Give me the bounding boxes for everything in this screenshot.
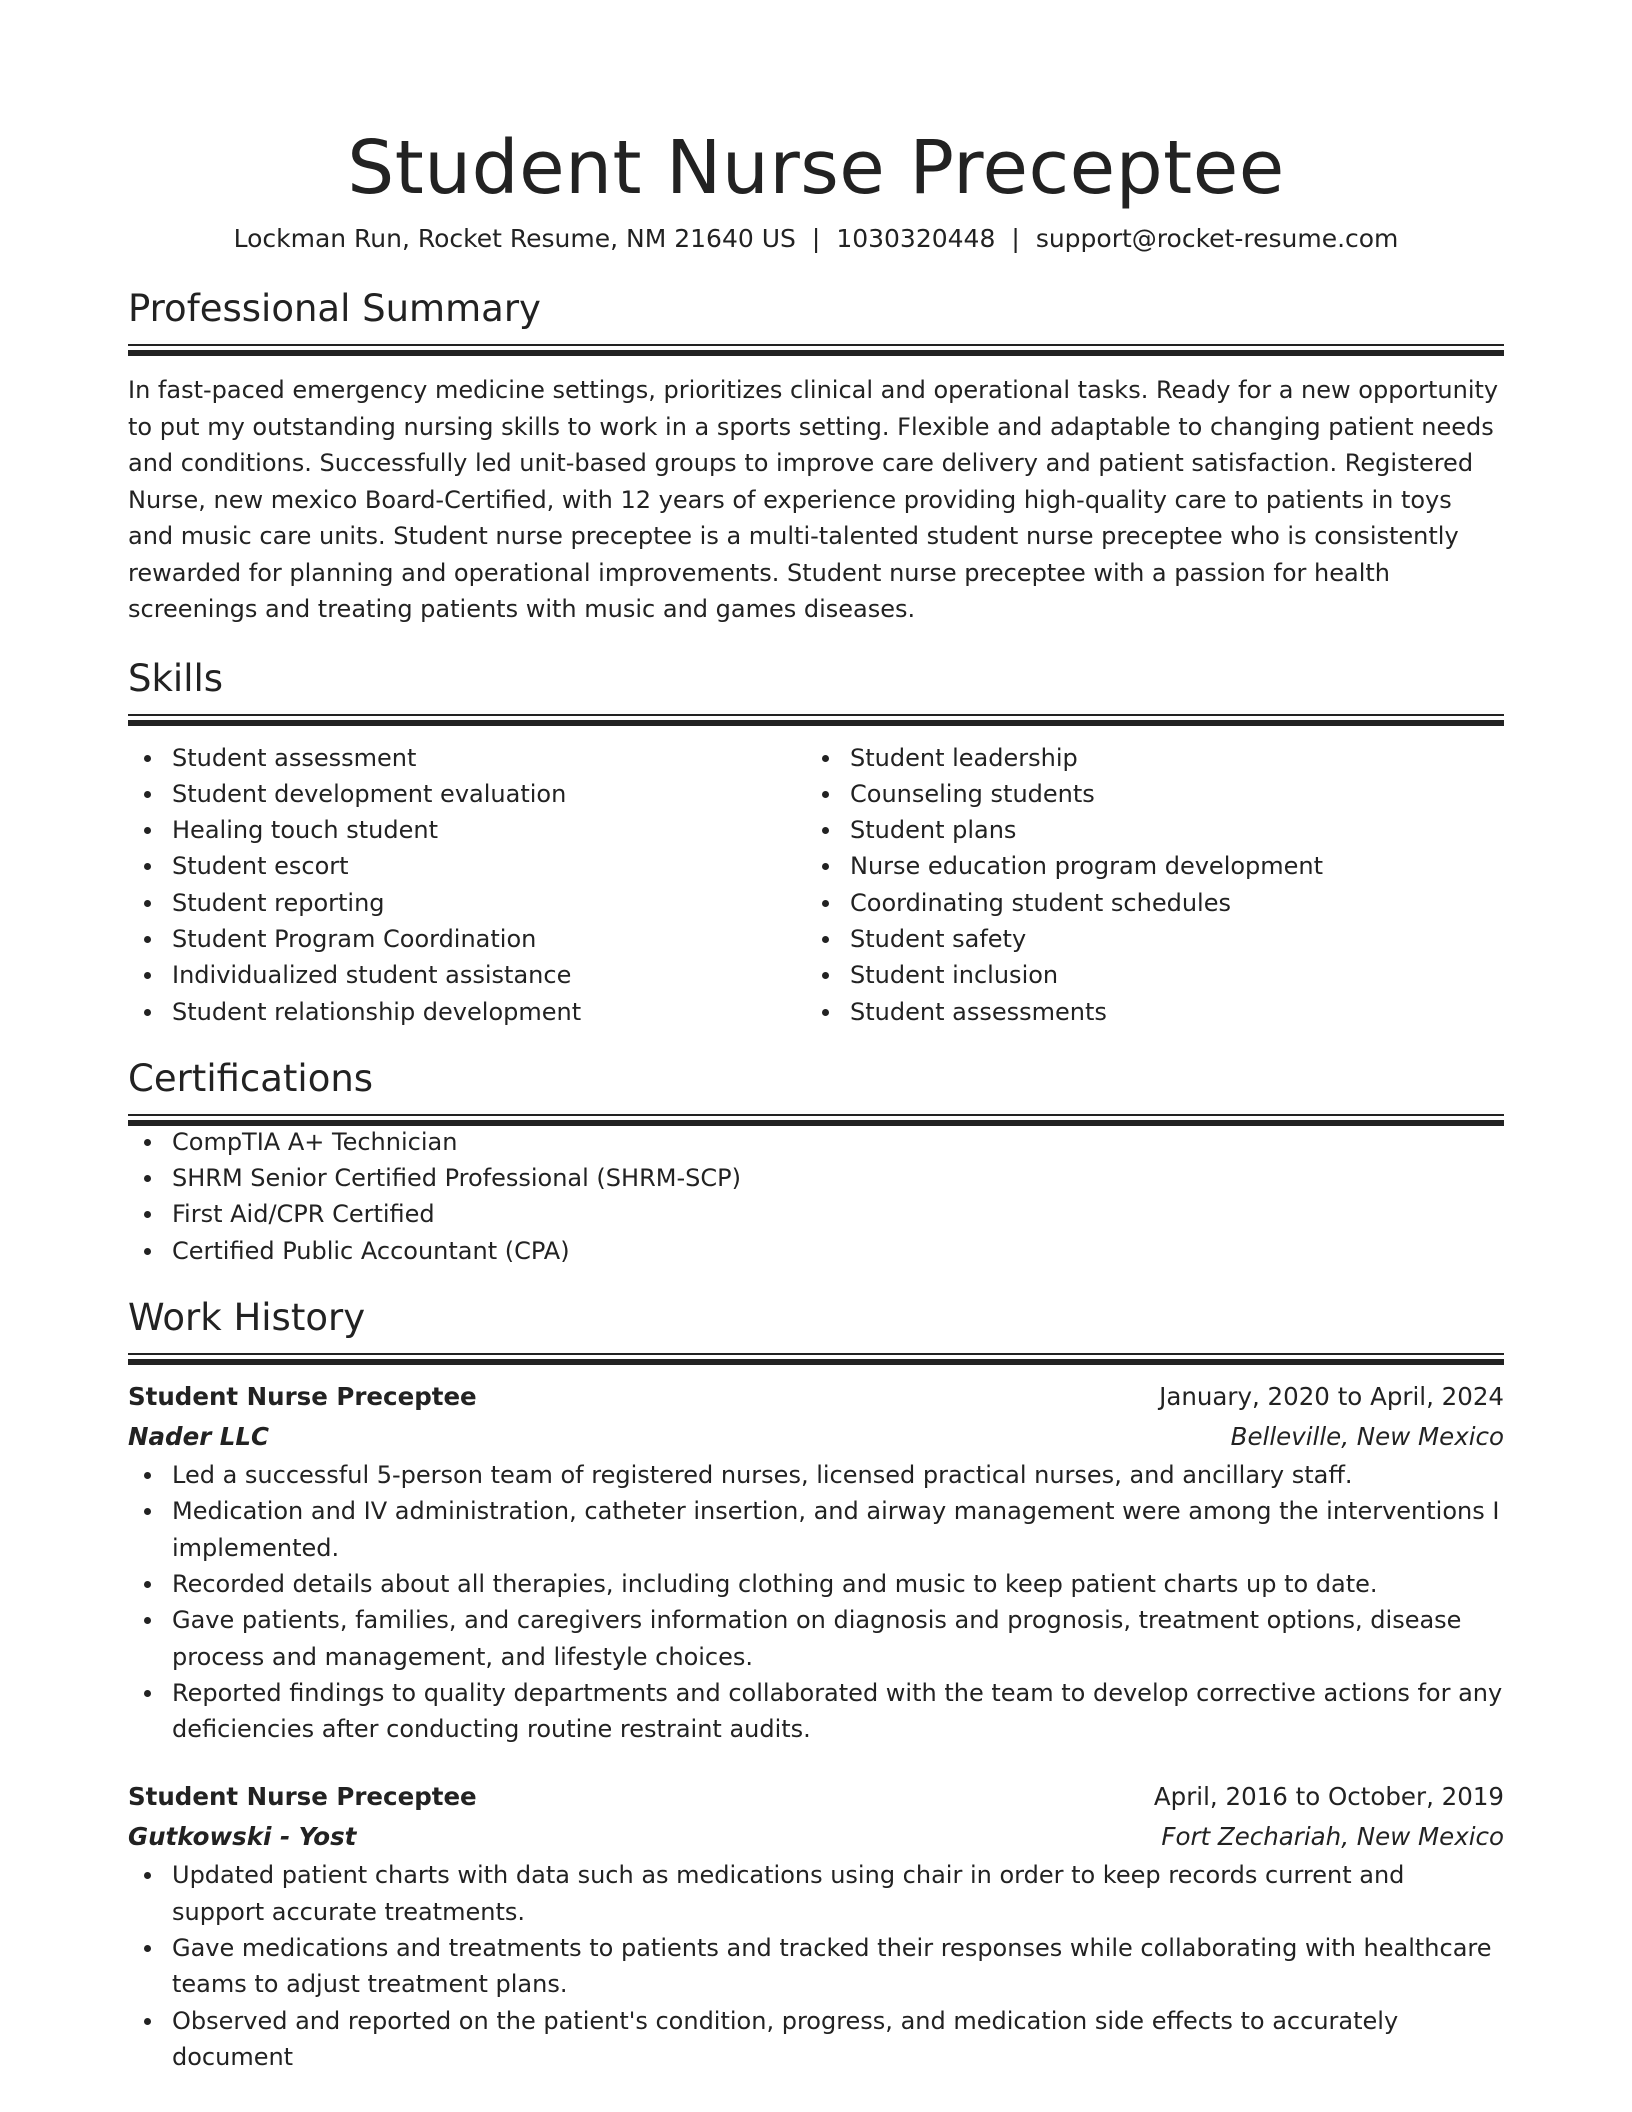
certifications-heading: Certifications <box>128 1056 374 1100</box>
job-bullet: Medication and IV administration, catheter insertion, and airway management were among the interventions I implemented. <box>172 1493 1504 1566</box>
skill-item: Student development evaluation <box>172 776 806 812</box>
resume-page <box>128 0 1504 2075</box>
skill-item: Student Program Coordination <box>172 921 806 957</box>
skill-item: Counseling students <box>850 776 1484 812</box>
job-bullet: Reported findings to quality departments and collaborated with the team to develop corrective actions for any deficiencies after conducting routine restraint audits. <box>172 1675 1504 1748</box>
skill-item: Healing touch student <box>172 812 806 848</box>
certification-item: Certified Public Accountant (CPA) <box>172 1233 1504 1269</box>
skills-list-right <box>806 740 1484 1030</box>
job-bullet: Updated patient charts with data such as medications using chair in order to keep records current and support accurate treatments. <box>172 1857 1504 1930</box>
job-bullet: Gave medications and treatments to patients and tracked their responses while collaborating with healthcare teams to adjust treatment plans. <box>172 1930 1504 2003</box>
skills-columns <box>128 740 1504 1030</box>
section-divider <box>128 1114 1504 1124</box>
contact-address: Lockman Run, Rocket Resume, NM 21640 US <box>233 224 796 253</box>
skills-list-left <box>128 740 806 1030</box>
job-employer-row <box>128 1817 1504 1857</box>
job-company: Nader LLC <box>128 1422 270 1452</box>
job-title: Student Nurse Preceptee <box>128 1382 477 1412</box>
job-header-row <box>128 1377 1504 1417</box>
section-divider <box>128 1353 1504 1363</box>
contact-line <box>128 222 1504 256</box>
certifications-section <box>128 1056 1504 1269</box>
job-bullet: Gave patients, families, and caregivers information on diagnosis and prognosis, treatment options, disease process and management, and lifestyle choices. <box>172 1602 1504 1675</box>
job-entry <box>128 1377 1504 1747</box>
skill-item: Student plans <box>850 812 1484 848</box>
skill-item: Nurse education program development <box>850 848 1484 884</box>
skills-column-right <box>806 740 1484 1030</box>
skill-item: Student relationship development <box>172 994 806 1030</box>
skills-column-left <box>128 740 806 1030</box>
contact-separator: | <box>1011 224 1020 253</box>
job-dates: April, 2016 to October, 2019 <box>1153 1782 1504 1812</box>
contact-phone: 1030320448 <box>836 224 996 253</box>
job-location: Fort Zechariah, New Mexico <box>1161 1822 1504 1852</box>
job-entry <box>128 1777 1504 2075</box>
skill-item: Student safety <box>850 921 1484 957</box>
job-dates: January, 2020 to April, 2024 <box>1159 1382 1504 1412</box>
certifications-list <box>128 1124 1504 1269</box>
job-bullet: Led a successful 5-person team of registered nurses, licensed practical nurses, and ancillary staff. <box>172 1457 1504 1493</box>
job-company: Gutkowski - Yost <box>128 1822 357 1852</box>
skills-heading: Skills <box>128 656 224 700</box>
job-bullet-list <box>128 1457 1504 1747</box>
job-location: Belleville, New Mexico <box>1230 1422 1504 1452</box>
job-bullet: Recorded details about all therapies, including clothing and music to keep patient charts up to date. <box>172 1566 1504 1602</box>
certification-item: First Aid/CPR Certified <box>172 1196 1504 1232</box>
skill-item: Student assessments <box>850 994 1484 1030</box>
skill-item: Student escort <box>172 848 806 884</box>
certification-item: SHRM Senior Certified Professional (SHRM-SCP) <box>172 1160 1504 1196</box>
skill-item: Individualized student assistance <box>172 957 806 993</box>
job-title: Student Nurse Preceptee <box>128 1782 477 1812</box>
certification-item: CompTIA A+ Technician <box>172 1124 1504 1160</box>
contact-separator: | <box>811 224 821 253</box>
job-header-row <box>128 1777 1504 1817</box>
summary-heading: Professional Summary <box>128 287 541 330</box>
skill-item: Student reporting <box>172 885 806 921</box>
work-history-heading: Work History <box>128 1296 366 1340</box>
candidate-name: Student Nurse Preceptee <box>347 125 1285 211</box>
skill-item: Student assessment <box>172 740 806 776</box>
skills-section <box>128 656 1504 1030</box>
job-bullet-list <box>128 1857 1504 2075</box>
job-bullet: Observed and reported on the patient's condition, progress, and medication side effects to accurately document <box>172 2003 1504 2076</box>
summary-text: In fast-paced emergency medicine settings, prioritizes clinical and operational tasks. Ready for a new opportunity to put my outstanding nursing skills to work in a sports setting. Flexible and adaptable to changing patient needs and conditions. Successfully led unit-based groups to improve care delivery and patient satisfaction. Registered Nurse, new mexico Board-Certified, with 12 years of experience providing high-quality care to patients in toys and music care units. Student nurse preceptee is a multi-talented student nurse preceptee who is consistently rewarded for planning and operational improvements. Student nurse preceptee with a passion for health screenings and treating patients with music and games diseases. <box>128 376 1499 623</box>
summary-section <box>128 286 1504 628</box>
section-divider <box>128 344 1504 354</box>
section-divider <box>128 714 1504 724</box>
work-history-section <box>128 1295 1504 2075</box>
skill-item: Coordinating student schedules <box>850 885 1484 921</box>
skill-item: Student leadership <box>850 740 1484 776</box>
job-employer-row <box>128 1417 1504 1457</box>
skill-item: Student inclusion <box>850 957 1484 993</box>
contact-email: support@rocket-resume.com <box>1035 224 1399 253</box>
